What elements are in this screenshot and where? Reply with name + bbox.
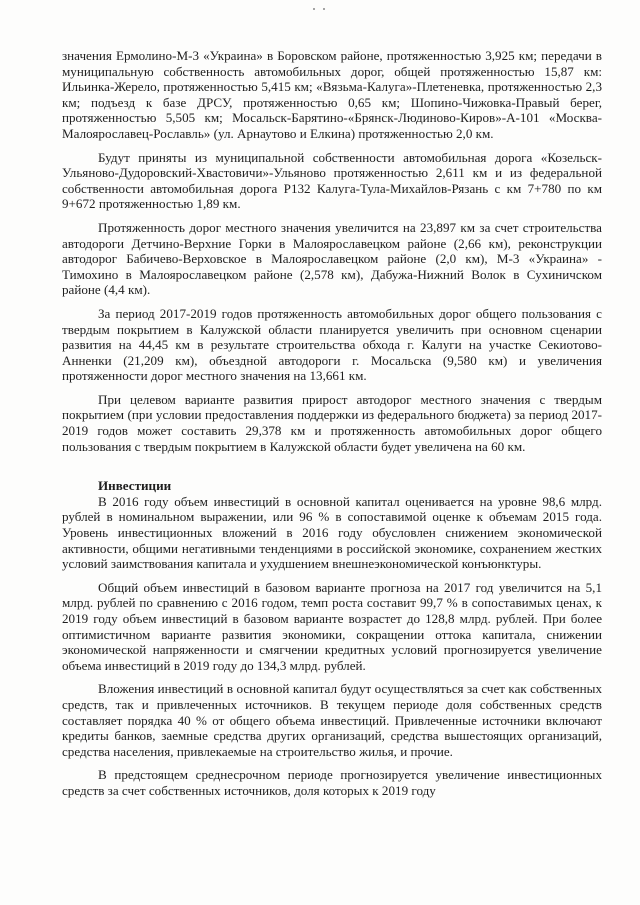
scan-speck bbox=[313, 8, 315, 10]
paragraph: Вложения инвестиций в основной капитал будут осуществляться за счет как собственных средств, так и привлеченных источников. В текущем периоде доля собственных средств составляет порядка 40 % от общего объема инвестиций. Привлеченные источники включают кредиты банков, заемные средства других организаций, средства вышестоящих организаций, средства населения, привлекаемые на строительство жилья, и прочие. bbox=[62, 681, 602, 759]
paragraph: Общий объем инвестиций в базовом варианте прогноза на 2017 год увеличится на 5,1 млрд. рублей по сравнению с 2016 годом, темп роста составит 99,7 % в сопоставимых ценах, к 2019 году объем инвестиций в базовом варианте возрастет до 128,8 млрд. рублей. При более оптимистичном варианте развития экономики, сокращении оттока капитала, снижении экономической напряженности и смягчении кредитных условий прогнозируется увеличение объема инвестиций в 2019 году до 134,3 млрд. рублей. bbox=[62, 579, 602, 673]
section-heading: Инвестиции bbox=[98, 478, 172, 494]
paragraph: В 2016 году объем инвестиций в основной капитал оценивается на уровне 98,6 млрд. рублей в номинальном выражении, или 96 % в сопоставимой оценке к объемам 2015 года. Уровень инвестиционных вложений в 2016 году обусловлен снижением экономической активности, общими негативными тенденциями в российской экономике, сохранением жестких условий заимствования капитала и ухудшением внешнеэкономической конъюнктуры. bbox=[62, 493, 602, 572]
paragraph: Будут приняты из муниципальной собственности автомобильная дорога «Козельск-Ульяново-Дудоровский-Хвастовичи»-Ульяново протяженностью 2,611 км и из федеральной собственности автомобильная дорога Р132 Калуга-Тула-Михайлов-Рязань с км 7+780 по км 9+672 протяженностью 1,89 км. bbox=[62, 149, 602, 212]
paragraph-continuation: значения Ермолино-М-3 «Украина» в Боровском районе, протяженностью 3,925 км; передачи в муниципальную собственность автомобильных дорог, общей протяженностью 15,87 км: Ильинка-Жерело, протяженностью 5,415 км; «Вязьма-Калуга»-Плетеневка, протяженностью 2,3 км; подъезд к базе ДРСУ, протяженностью 0,65 км; Шопино-Чижовка-Правый берег, протяженностью 5,505 км; Мосальск-Барятино-«Брянск-Людиново-Киров»-А-101 «Москва-Малоярославец-Рославль» (ул. Арнаутово и Елкина) протяженностью 2,0 км. bbox=[62, 48, 602, 141]
document-body bbox=[62, 48, 602, 807]
scan-speck bbox=[323, 8, 325, 10]
paragraph: Протяженность дорог местного значения увеличится на 23,897 км за счет строительства автодороги Детчино-Верхние Горки в Малоярославецком районе (2,66 км), реконструкции автодорог Бабичево-Верховское в Малоярославецком районе (2,0 км), М-3 «Украина» - Тимохино в Малоярославецком районе (2,578 км), Дабужа-Нижний Волок в Сухиничском районе (4,4 км). bbox=[62, 219, 602, 298]
paragraph: При целевом варианте развития прирост автодорог местного значения с твердым покрытием (при условии предоставления поддержки из федерального бюджета) за период 2017-2019 годов может составить 29,378 км и протяженность автомобильных дорог общего пользования с твердым покрытием в Калужской области будет увеличена на 60 км. bbox=[62, 391, 602, 454]
paragraph: В предстоящем среднесрочном периоде прогнозируется увеличение инвестиционных средств за счет собственных источников, доля которых к 2019 году bbox=[62, 767, 602, 798]
paragraph: За период 2017-2019 годов протяженность автомобильных дорог общего пользования с твердым покрытием в Калужской области планируется увеличить при основном сценарии развития на 44,45 км в результате строительства обхода г. Калуги на участке Секиотово-Анненки (21,209 км), объездной автодороги г. Мосальска (9,580 км) и увеличения протяженности дорог местного значения на 13,661 км. bbox=[62, 305, 602, 384]
